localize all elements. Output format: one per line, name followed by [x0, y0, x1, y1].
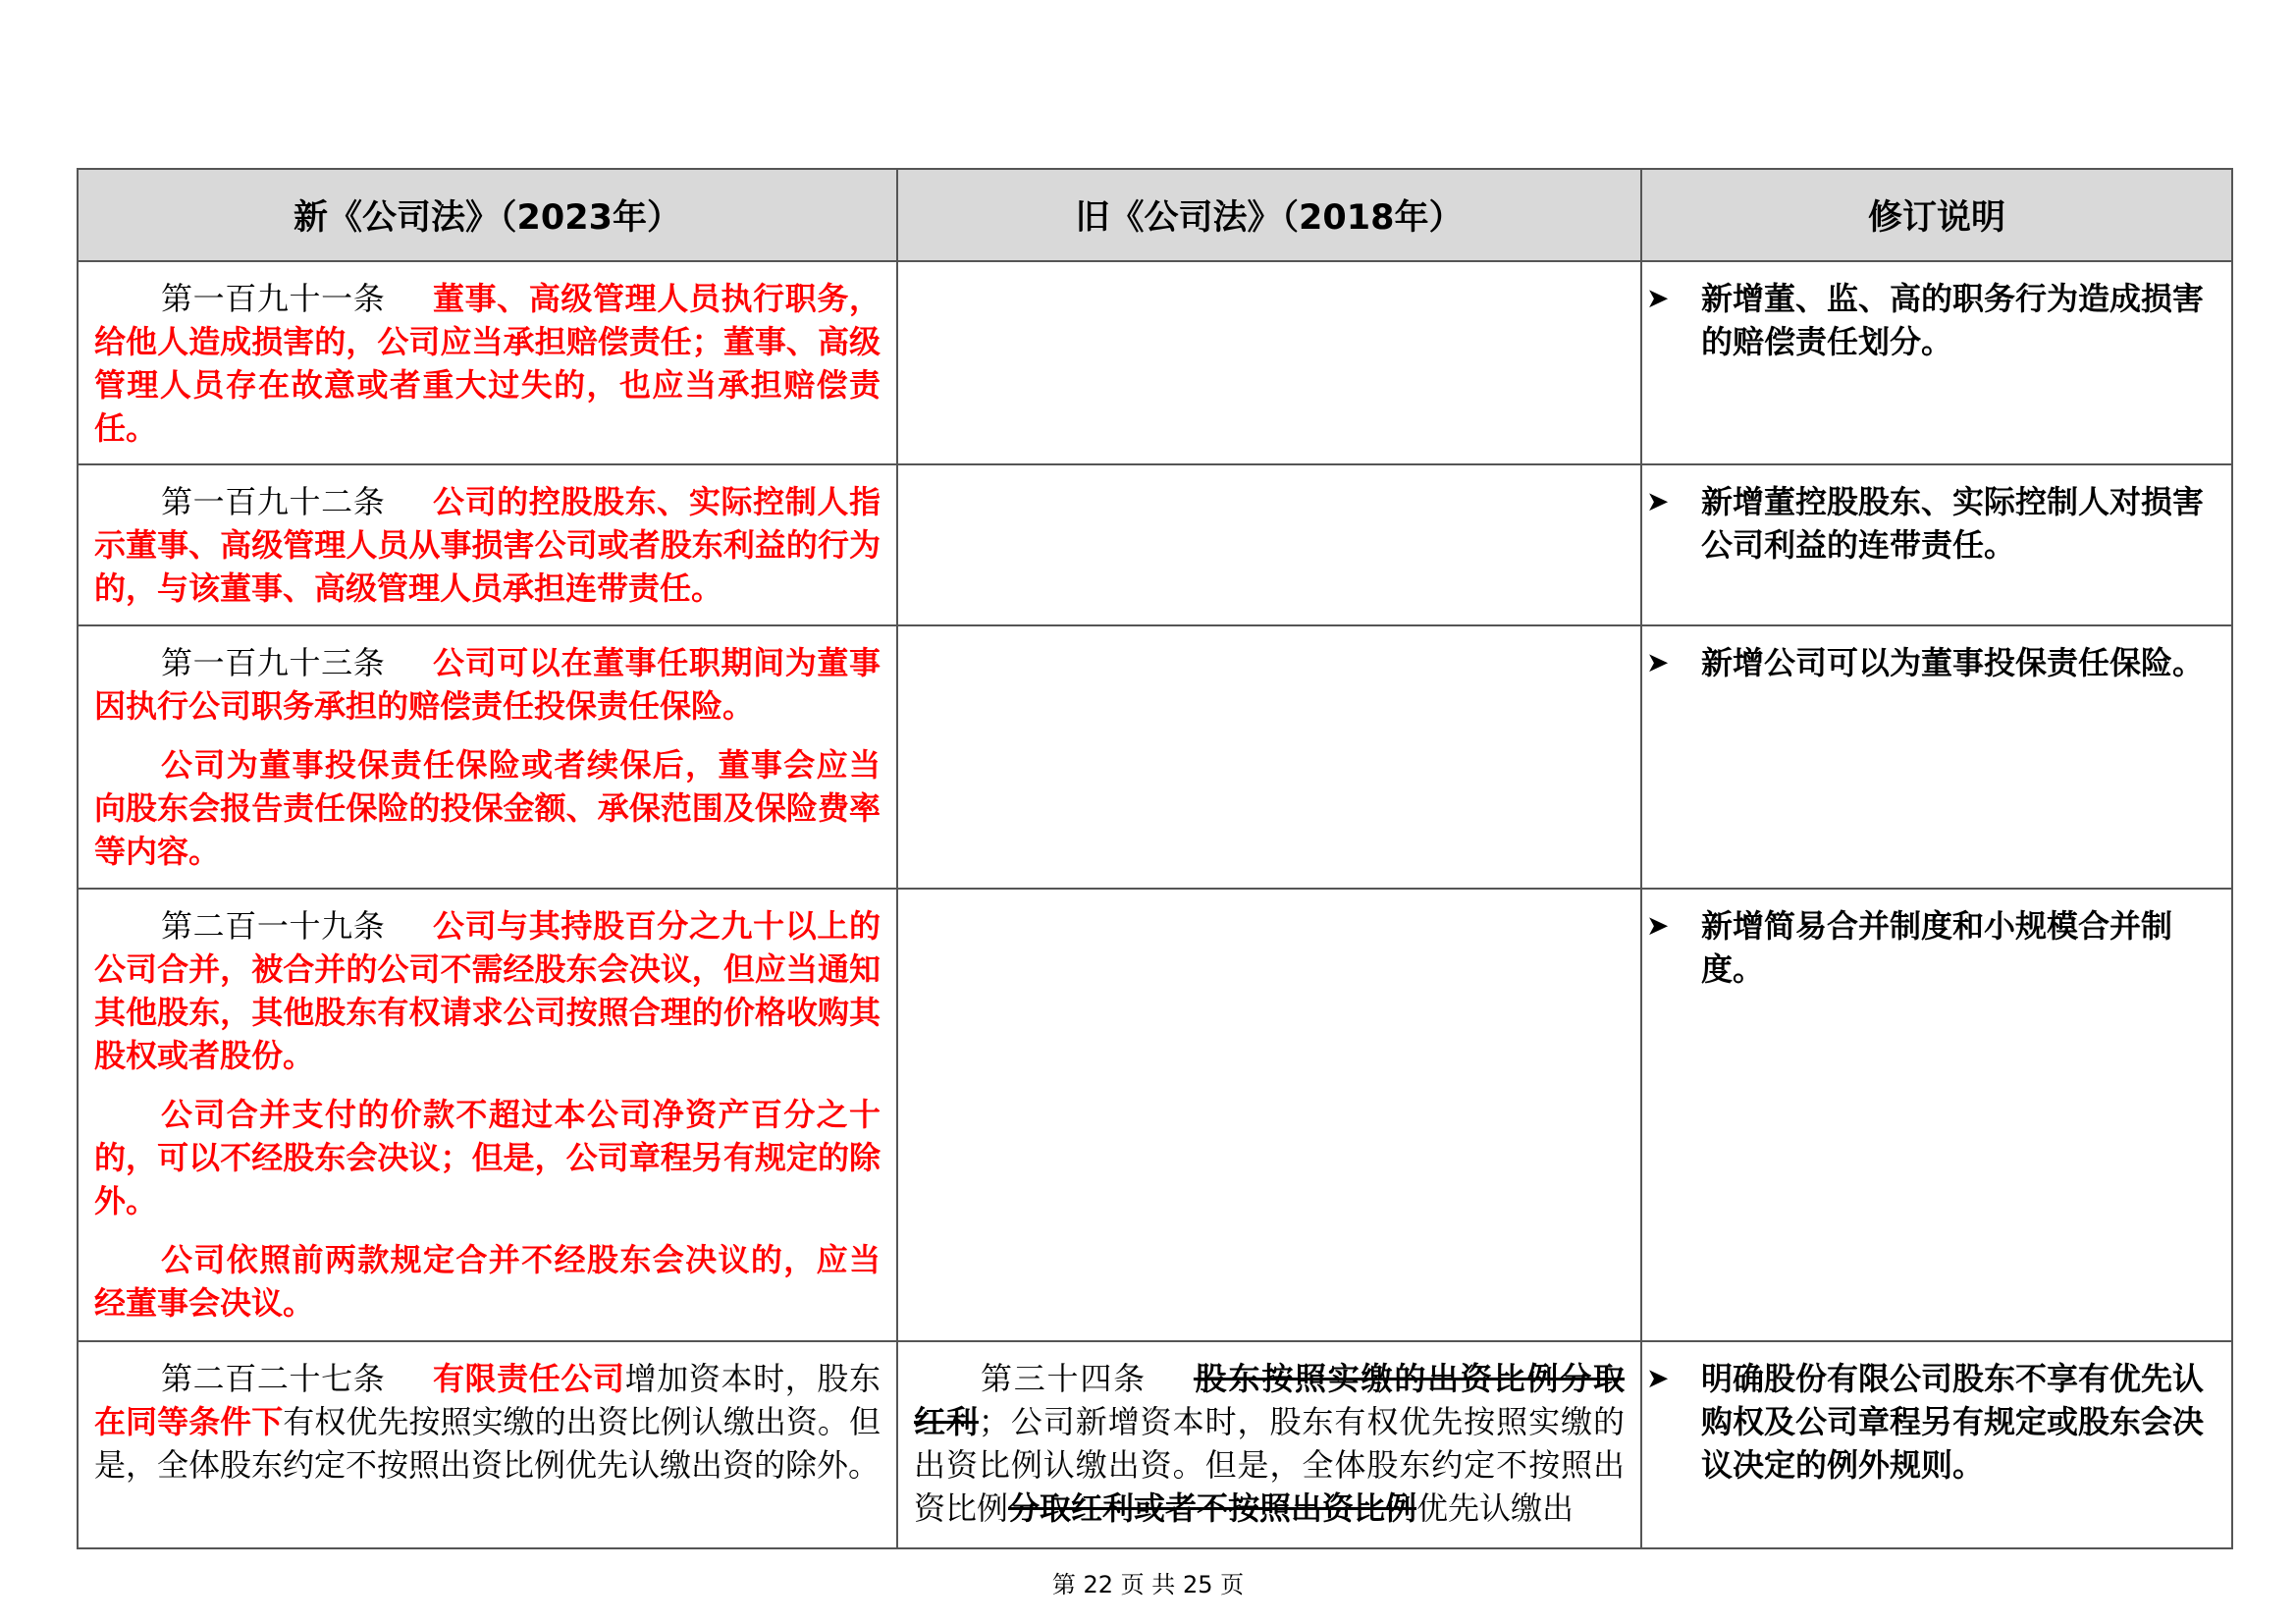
note-text: 新增简易合并制度和小规模合并制度。: [1701, 907, 2173, 988]
article-text: 董事、高级管理人员执行职务，给他人造成损害的，公司应当承担赔偿责任；董事、高级管理人员存在故意或者重大过失的，也应当承担赔偿责任。: [94, 280, 881, 447]
article-paragraph: [94, 641, 881, 728]
deleted-text: 股东按照实缴的出资比例分取红利: [914, 1360, 1625, 1440]
new-law-cell: [78, 464, 897, 625]
note-text: 明确股份有限公司股东不享有优先认购权及公司章程另有规定或股东会决议决定的例外规则。: [1701, 1360, 2205, 1484]
arrow-bullet-icon: ➤: [1646, 646, 1670, 678]
article-paragraph: [94, 1238, 881, 1325]
arrow-bullet-icon: ➤: [1646, 1362, 1670, 1394]
table-row: [78, 464, 2232, 625]
article-paragraph: [94, 904, 881, 1077]
page-number: 22: [1083, 1571, 1114, 1598]
arrow-bullet-icon: ➤: [1646, 485, 1670, 517]
new-law-cell: [78, 889, 897, 1341]
table-row: [78, 261, 2232, 464]
footer-prefix: 第: [1051, 1571, 1076, 1598]
new-law-cell: [78, 1341, 897, 1548]
article-text: 公司的控股股东、实际控制人指示董事、高级管理人员从事损害公司或者股东利益的行为的，与该董事、高级管理人员承担连带责任。: [94, 483, 881, 607]
page-footer: [0, 1565, 2296, 1599]
footer-suffix: 页: [1220, 1571, 1245, 1598]
article-text: 公司为董事投保责任保险或者续保后，董事会应当向股东会报告责任保险的投保金额、承保范围及保险费率等内容。: [94, 746, 881, 870]
article-text: 有权优先按照实缴的出资比例认缴出资。但是，全体股东约定不按照出资比例优先认缴出资的除外。: [94, 1403, 881, 1484]
article-text: 公司依照前两款规定合并不经股东会决议的，应当经董事会决议。: [94, 1241, 881, 1322]
deleted-text: 分取红利或者不按照出资比例: [1008, 1489, 1417, 1527]
article-text-red: 在同等条件下: [94, 1403, 284, 1440]
article-paragraph: [914, 1357, 1625, 1530]
arrow-bullet-icon: ➤: [1646, 909, 1670, 942]
arrow-bullet-icon: ➤: [1646, 282, 1670, 314]
article-text: 公司可以在董事任职期间为董事因执行公司职务承担的赔偿责任投保责任保险。: [94, 644, 881, 725]
article-text-red: 有限责任公司: [432, 1360, 625, 1397]
article-text: 公司与其持股百分之九十以上的公司合并，被合并的公司不需经股东会决议，但应当通知其他股东，其他股东有权请求公司按照合理的价格收购其股权或者股份。: [94, 907, 881, 1074]
old-law-cell: [897, 261, 1641, 464]
article-paragraph: [94, 743, 881, 873]
table-row: [78, 889, 2232, 1341]
old-law-cell: [897, 625, 1641, 889]
header-row: [78, 169, 2232, 261]
new-law-cell: [78, 625, 897, 889]
header-old-law: 旧《公司法》（2018年）: [897, 169, 1641, 261]
article-number: 第二百一十九条: [161, 907, 386, 945]
total-pages: 25: [1182, 1571, 1213, 1598]
article-number: 第一百九十一条: [161, 280, 386, 317]
header-new-law: 新《公司法》（2023年）: [78, 169, 897, 261]
article-text: 优先认缴出: [1416, 1489, 1575, 1527]
note-text: 新增董、监、高的职务行为造成损害的赔偿责任划分。: [1701, 280, 2205, 360]
table-row: [78, 1341, 2232, 1548]
article-number: 第一百九十二条: [161, 483, 386, 520]
note-cell: [1641, 261, 2232, 464]
new-law-cell: [78, 261, 897, 464]
article-paragraph: [94, 277, 881, 450]
note-text: 新增公司可以为董事投保责任保险。: [1701, 644, 2205, 681]
table-row: [78, 625, 2232, 889]
article-text: ；公司新增资本时，股东有权优先按照实缴的出资比例认缴出资。但是，全体股东约定不按照出资比例: [914, 1403, 1625, 1527]
old-law-cell: [897, 889, 1641, 1341]
header-notes: 修订说明: [1641, 169, 2232, 261]
note-text: 新增董控股股东、实际控制人对损害公司利益的连带责任。: [1701, 483, 2205, 564]
article-number: 第三十四条: [981, 1360, 1147, 1397]
article-text: 增加资本时，股东: [624, 1360, 881, 1397]
old-law-cell: [897, 1341, 1641, 1548]
old-law-cell: [897, 464, 1641, 625]
note-cell: [1641, 625, 2232, 889]
article-paragraph: [94, 1357, 881, 1487]
footer-middle: 页 共: [1120, 1571, 1176, 1598]
article-paragraph: [94, 1093, 881, 1222]
article-number: 第一百九十三条: [161, 644, 386, 681]
article-text: 公司合并支付的价款不超过本公司净资产百分之十的，可以不经股东会决议；但是，公司章程另有规定的除外。: [94, 1096, 881, 1219]
note-cell: [1641, 889, 2232, 1341]
note-cell: [1641, 1341, 2232, 1548]
article-paragraph: [94, 480, 881, 610]
note-cell: [1641, 464, 2232, 625]
article-number: 第二百二十七条: [161, 1360, 386, 1397]
comparison-table: [77, 168, 2233, 1549]
